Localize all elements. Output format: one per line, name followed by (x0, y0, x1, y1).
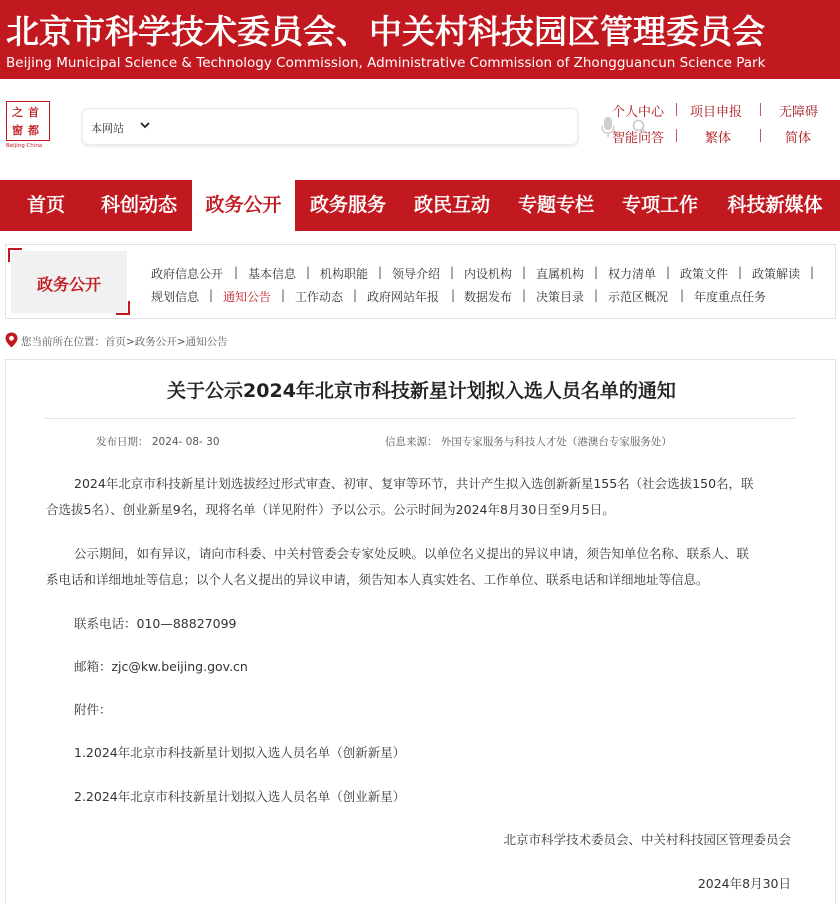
divider: | (234, 265, 239, 279)
subnav-link[interactable]: 基本信息 (248, 267, 297, 281)
signature: 北京市科学技术委员会、中关村科技园区管理委员会 (503, 832, 791, 847)
site-title-en: Beijing Municipal Science & Technology Commission, Administrative Commission of Zhongguancun Science Park (6, 55, 766, 71)
body-paragraph-line: 合选拔5名）、创业新星9名，现将名单（详见附件）予以公示。公示时间为2024年8月30日至9月5日。 (46, 502, 615, 517)
divider: | (810, 265, 815, 279)
subnav-link[interactable]: 直属机构 (536, 267, 585, 281)
nav-item-home[interactable]: 首页 (26, 194, 65, 216)
article-panel (5, 359, 836, 903)
divider: | (450, 265, 455, 279)
subnav-link[interactable]: 示范区概况 (608, 290, 669, 304)
divider: | (594, 288, 599, 302)
article-title: 关于公示2024年北京市科技新星计划拟入选人员名单的通知 (167, 380, 676, 402)
body-paragraph-line: 2024年北京市科技新星计划选拔经过形式审查、初审、复审等环节，共计产生拟入选创新新星155名（社会选拔150名，联 (74, 476, 754, 491)
nav-item-special-topics[interactable]: 专题专栏 (517, 194, 594, 216)
corner-decoration (116, 301, 130, 315)
subnav-link[interactable]: 工作动态 (295, 290, 344, 304)
search-input[interactable] (167, 115, 557, 140)
subnav-title: 政务公开 (36, 275, 101, 294)
subnav-link-active[interactable]: 通知公告 (223, 290, 272, 304)
nav-item-tech-news[interactable]: 科创动态 (100, 194, 177, 216)
link-smart-qa[interactable]: 智能问答 (612, 131, 665, 146)
attachments-label: 附件： (74, 702, 112, 717)
divider: | (680, 288, 685, 302)
capital-window-logo[interactable] (6, 101, 51, 151)
divider: | (378, 265, 383, 279)
subnav-link[interactable]: 年度重点任务 (694, 290, 767, 304)
divider (760, 103, 761, 116)
subnav-link[interactable]: 政府网站年报 (367, 290, 440, 304)
divider: | (738, 265, 743, 279)
main-nav (0, 180, 840, 231)
site-banner (0, 0, 840, 79)
attachment-link[interactable]: 2.2024年北京市科技新星计划拟入选人员名单（创业新星） (74, 789, 406, 804)
link-accessibility[interactable]: 无障碍 (779, 105, 819, 120)
search-bar (82, 108, 578, 145)
divider: | (353, 288, 358, 302)
nav-item-government-affairs[interactable]: 政务公开 (192, 180, 295, 238)
divider (676, 129, 677, 142)
subnav-link[interactable]: 领导介绍 (392, 267, 441, 281)
contact-phone: 联系电话：010—88827099 (74, 616, 237, 631)
divider: | (522, 265, 527, 279)
divider: | (594, 265, 599, 279)
subnav-links (151, 245, 831, 320)
link-project-application[interactable]: 项目申报 (690, 105, 743, 120)
subnav-title-box (11, 251, 127, 313)
divider: | (666, 265, 671, 279)
header (0, 79, 840, 179)
link-traditional-chinese[interactable]: 繁体 (705, 131, 732, 146)
link-simplified-chinese[interactable]: 简体 (785, 131, 812, 146)
corner-decoration (8, 248, 22, 262)
top-links-row (607, 127, 832, 145)
subnav-link[interactable]: 内设机构 (464, 267, 513, 281)
chevron-down-icon[interactable] (139, 119, 151, 131)
subnav-link[interactable]: 权力清单 (608, 267, 657, 281)
logo-subtitle: Beijing·China (6, 143, 43, 149)
nav-item-government-services[interactable]: 政务服务 (309, 194, 386, 216)
nav-item-public-interaction[interactable]: 政民互动 (413, 194, 490, 216)
title-divider (44, 418, 796, 419)
subnav-link[interactable]: 数据发布 (464, 290, 513, 304)
subnav-panel (5, 244, 836, 319)
divider (760, 129, 761, 142)
subnav-link[interactable]: 政府信息公开 (151, 267, 224, 281)
divider: | (209, 288, 214, 302)
top-links-row (607, 101, 832, 119)
subnav-link[interactable]: 决策目录 (536, 290, 585, 304)
contact-email: 邮箱：zjc@kw.beijing.gov.cn (74, 659, 248, 674)
subnav-link[interactable]: 政策文件 (680, 267, 729, 281)
divider: | (306, 265, 311, 279)
nav-item-special-work[interactable]: 专项工作 (621, 194, 698, 216)
logo-char: 之 (12, 106, 23, 119)
divider: | (451, 288, 456, 302)
logo-char: 都 (28, 124, 39, 137)
subnav-link[interactable]: 政策解读 (752, 267, 801, 281)
publish-date: 发布日期： 2024- 08- 30 (96, 436, 220, 448)
body-paragraph-line: 公示期间，如有异议，请向市科委、中关村管委会专家处反映。以单位名义提出的异议申请，须告知单位名称、联系人、联 (74, 546, 750, 561)
logo-char: 窗 (12, 124, 23, 137)
logo-char: 首 (28, 106, 39, 119)
divider (676, 103, 677, 116)
body-paragraph-line: 系电话和详细地址等信息；以个人名义提出的异议申请，须告知本人真实姓名、工作单位、联系电话和详细地址等信息。 (46, 572, 709, 587)
subnav-link[interactable]: 规划信息 (151, 290, 200, 304)
attachment-link[interactable]: 1.2024年北京市科技新星计划拟入选人员名单（创新新星） (74, 745, 406, 760)
breadcrumb-text[interactable]: 您当前所在位置：首页>政务公开>通知公告 (21, 336, 228, 348)
divider: | (281, 288, 286, 302)
site-title-cn: 北京市科学技术委员会、中关村科技园区管理委员会 (6, 12, 765, 51)
search-scope-select[interactable]: 本网站 (91, 122, 124, 135)
signature-date: 2024年8月30日 (697, 876, 791, 891)
info-source: 信息来源： 外国专家服务与科技人才处（港澳台专家服务处） (385, 436, 672, 448)
divider: | (522, 288, 527, 302)
link-personal-center[interactable]: 个人中心 (612, 105, 665, 120)
nav-item-tech-new-media[interactable]: 科技新媒体 (727, 194, 823, 216)
subnav-link[interactable]: 机构职能 (320, 267, 369, 281)
location-pin-icon (5, 332, 18, 348)
